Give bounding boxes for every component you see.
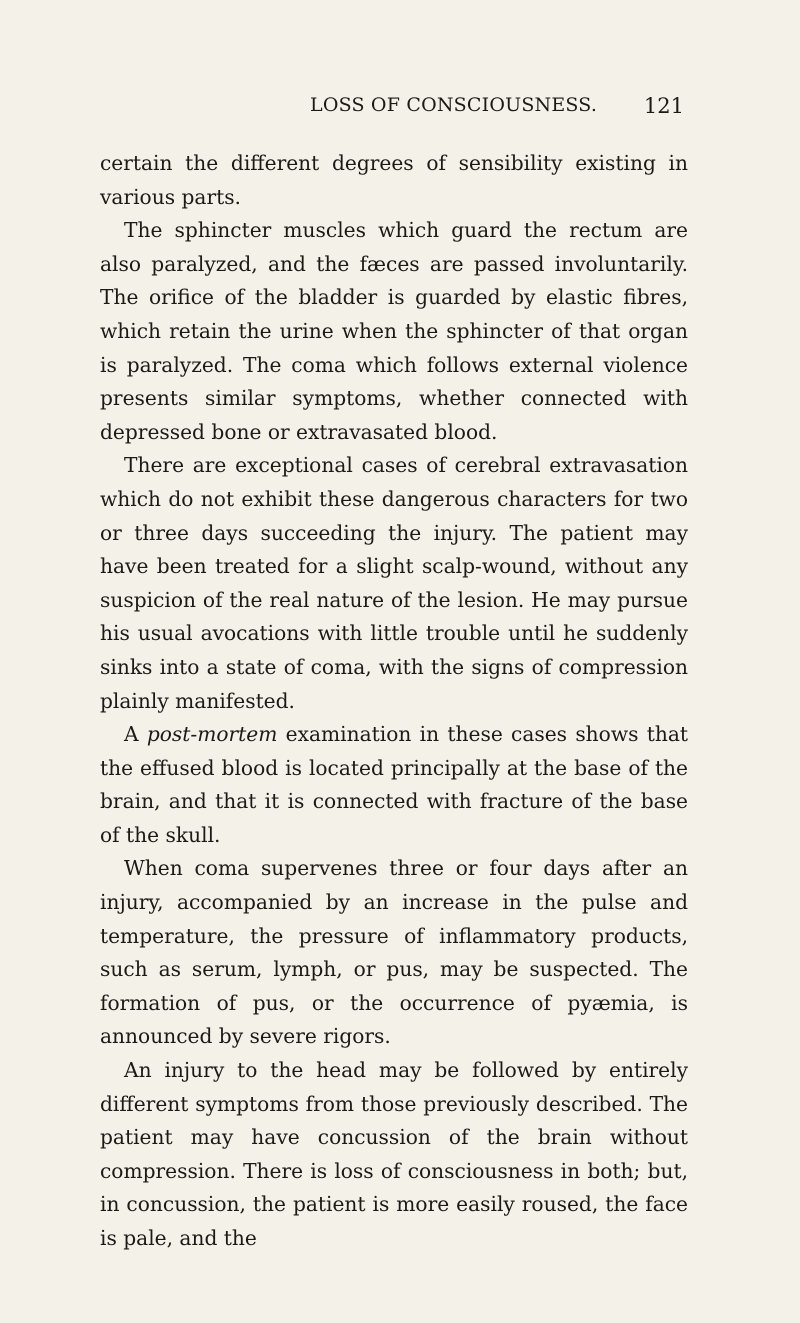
running-title: LOSS OF CONSCIOUSNESS.	[310, 94, 598, 116]
post-mortem-emphasis: post-mortem	[146, 722, 278, 747]
body-text	[100, 147, 688, 1256]
paragraph-continuation: certain the different degrees of sensibility existing in various parts.	[100, 151, 688, 209]
paragraph-exceptional-cases: There are exceptional cases of cerebral extravasation which do not exhibit these dangerous characters for two or three days succeeding the injury. The patient may have been treated for a slight scalp-wound, without any suspicion of the real nature of the lesion. He may pursue his usual avocations with little trouble until he suddenly sinks into a state of coma, with the signs of compression plainly manifested.	[100, 453, 688, 713]
paragraph-concussion: An injury to the head may be followed by entirely different symptoms from those previously described. The patient may have concussion of the brain without compression. There is loss of consciousness in both; but, in concussion, the patient is more easily roused, the face is pale, and the	[100, 1058, 688, 1250]
paragraph-post-mortem	[100, 718, 688, 852]
post-mortem-rest: examination in these cases shows that the effused blood is located principally at the base of the brain, and that it is connected with fracture of the base of the skull.	[100, 722, 689, 847]
running-head	[0, 94, 800, 134]
paragraph-sphincter: The sphincter muscles which guard the rectum are also paralyzed, and the fæces are passed involuntarily. The orifice of the bladder is guarded by elastic fibres, which retain the urine when the sphincter of that organ is paralyzed. The coma which follows external violence presents similar symptoms, whether connected with depressed bone or extravasated blood.	[100, 218, 688, 444]
page-number: 121	[643, 94, 684, 118]
post-mortem-lead: A	[124, 722, 147, 747]
paragraph-coma-supervenes: When coma supervenes three or four days after an injury, accompanied by an increase in the pulse and temperature, the pressure of inflammatory products, such as serum, lymph, or pus, may be suspected. The formation of pus, or the occurrence of pyæmia, is announced by severe rigors.	[100, 856, 688, 1049]
